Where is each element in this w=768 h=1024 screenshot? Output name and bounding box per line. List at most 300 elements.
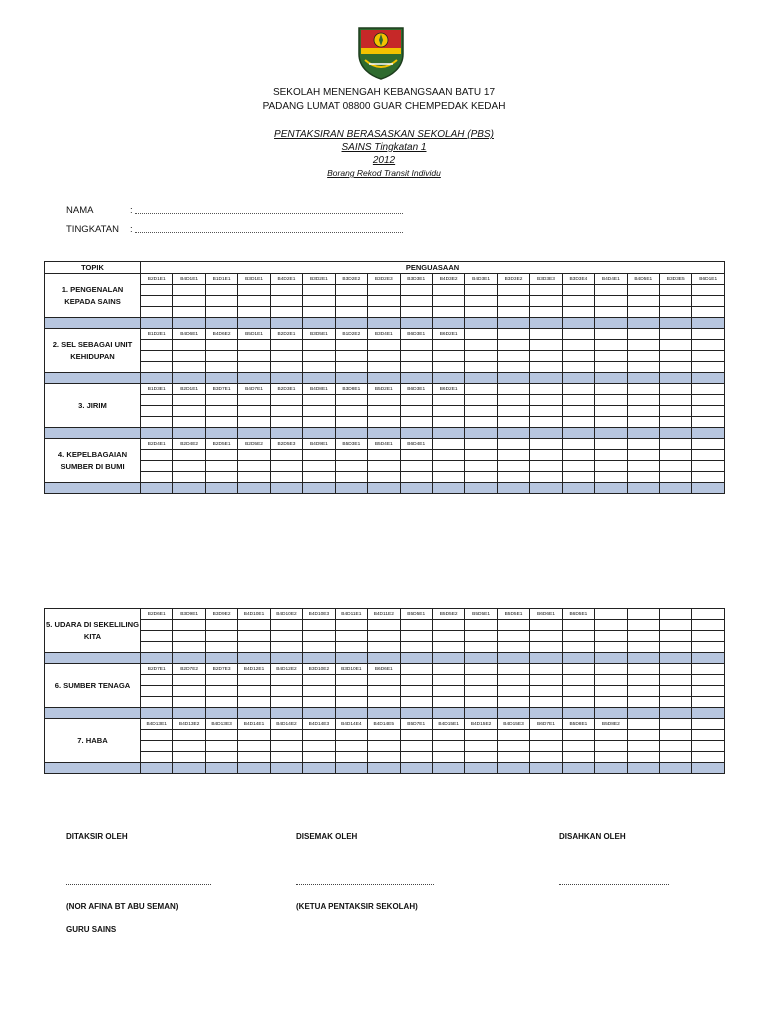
record-cell[interactable] bbox=[432, 642, 464, 653]
record-cell[interactable] bbox=[627, 285, 659, 296]
record-cell[interactable] bbox=[368, 296, 400, 307]
record-cell[interactable] bbox=[141, 675, 173, 686]
record-cell[interactable] bbox=[497, 362, 529, 373]
record-cell[interactable] bbox=[595, 472, 627, 483]
record-cell[interactable] bbox=[627, 642, 659, 653]
record-cell[interactable] bbox=[335, 296, 367, 307]
record-cell[interactable] bbox=[303, 296, 335, 307]
record-cell[interactable] bbox=[595, 329, 627, 340]
record-cell[interactable] bbox=[497, 686, 529, 697]
record-cell[interactable] bbox=[335, 631, 367, 642]
record-cell[interactable] bbox=[141, 351, 173, 362]
record-cell[interactable] bbox=[205, 285, 237, 296]
record-cell[interactable] bbox=[141, 296, 173, 307]
record-cell[interactable] bbox=[562, 752, 594, 763]
record-cell[interactable] bbox=[692, 719, 725, 730]
record-cell[interactable] bbox=[692, 340, 725, 351]
record-cell[interactable] bbox=[303, 686, 335, 697]
record-cell[interactable] bbox=[238, 697, 270, 708]
record-cell[interactable] bbox=[205, 675, 237, 686]
record-cell[interactable] bbox=[562, 406, 594, 417]
record-cell[interactable] bbox=[335, 642, 367, 653]
record-cell[interactable] bbox=[562, 417, 594, 428]
record-cell[interactable] bbox=[173, 697, 205, 708]
record-cell[interactable] bbox=[270, 752, 302, 763]
record-cell[interactable] bbox=[303, 351, 335, 362]
record-cell[interactable] bbox=[368, 620, 400, 631]
record-cell[interactable] bbox=[205, 620, 237, 631]
record-cell[interactable] bbox=[530, 752, 562, 763]
record-cell[interactable] bbox=[335, 285, 367, 296]
record-cell[interactable] bbox=[270, 450, 302, 461]
record-cell[interactable] bbox=[530, 351, 562, 362]
record-cell[interactable] bbox=[205, 362, 237, 373]
record-cell[interactable] bbox=[627, 395, 659, 406]
record-cell[interactable] bbox=[400, 620, 432, 631]
record-cell[interactable] bbox=[627, 719, 659, 730]
record-cell[interactable] bbox=[205, 730, 237, 741]
record-cell[interactable] bbox=[303, 461, 335, 472]
record-cell[interactable] bbox=[562, 384, 594, 395]
record-cell[interactable] bbox=[562, 450, 594, 461]
record-cell[interactable] bbox=[238, 417, 270, 428]
record-cell[interactable] bbox=[368, 395, 400, 406]
record-cell[interactable] bbox=[205, 741, 237, 752]
record-cell[interactable] bbox=[562, 329, 594, 340]
record-cell[interactable] bbox=[465, 329, 497, 340]
record-cell[interactable] bbox=[368, 472, 400, 483]
record-cell[interactable] bbox=[595, 406, 627, 417]
record-cell[interactable] bbox=[497, 395, 529, 406]
record-cell[interactable] bbox=[173, 450, 205, 461]
record-cell[interactable] bbox=[530, 384, 562, 395]
record-cell[interactable] bbox=[692, 686, 725, 697]
record-cell[interactable] bbox=[335, 461, 367, 472]
record-cell[interactable] bbox=[660, 620, 692, 631]
record-cell[interactable] bbox=[660, 697, 692, 708]
record-cell[interactable] bbox=[141, 730, 173, 741]
record-cell[interactable] bbox=[173, 642, 205, 653]
record-cell[interactable] bbox=[432, 730, 464, 741]
record-cell[interactable] bbox=[660, 609, 692, 620]
record-cell[interactable] bbox=[238, 642, 270, 653]
record-cell[interactable] bbox=[335, 620, 367, 631]
record-cell[interactable] bbox=[627, 439, 659, 450]
record-cell[interactable] bbox=[660, 296, 692, 307]
record-cell[interactable] bbox=[595, 384, 627, 395]
record-cell[interactable] bbox=[627, 340, 659, 351]
record-cell[interactable] bbox=[238, 730, 270, 741]
record-cell[interactable] bbox=[595, 307, 627, 318]
record-cell[interactable] bbox=[270, 307, 302, 318]
record-cell[interactable] bbox=[627, 450, 659, 461]
record-cell[interactable] bbox=[465, 752, 497, 763]
record-cell[interactable] bbox=[238, 307, 270, 318]
record-cell[interactable] bbox=[432, 620, 464, 631]
record-cell[interactable] bbox=[400, 351, 432, 362]
record-cell[interactable] bbox=[335, 395, 367, 406]
record-cell[interactable] bbox=[465, 741, 497, 752]
record-cell[interactable] bbox=[335, 697, 367, 708]
record-cell[interactable] bbox=[141, 362, 173, 373]
record-cell[interactable] bbox=[270, 395, 302, 406]
record-cell[interactable] bbox=[303, 472, 335, 483]
record-cell[interactable] bbox=[173, 472, 205, 483]
record-cell[interactable] bbox=[595, 296, 627, 307]
record-cell[interactable] bbox=[303, 631, 335, 642]
name-field[interactable] bbox=[135, 213, 403, 214]
record-cell[interactable] bbox=[595, 609, 627, 620]
record-cell[interactable] bbox=[497, 450, 529, 461]
record-cell[interactable] bbox=[368, 631, 400, 642]
record-cell[interactable] bbox=[400, 631, 432, 642]
record-cell[interactable] bbox=[432, 697, 464, 708]
record-cell[interactable] bbox=[530, 620, 562, 631]
record-cell[interactable] bbox=[205, 461, 237, 472]
record-cell[interactable] bbox=[303, 450, 335, 461]
record-cell[interactable] bbox=[173, 296, 205, 307]
record-cell[interactable] bbox=[465, 697, 497, 708]
record-cell[interactable] bbox=[660, 417, 692, 428]
record-cell[interactable] bbox=[660, 406, 692, 417]
record-cell[interactable] bbox=[368, 406, 400, 417]
record-cell[interactable] bbox=[595, 351, 627, 362]
record-cell[interactable] bbox=[660, 642, 692, 653]
record-cell[interactable] bbox=[562, 340, 594, 351]
record-cell[interactable] bbox=[692, 609, 725, 620]
record-cell[interactable] bbox=[627, 362, 659, 373]
record-cell[interactable] bbox=[270, 741, 302, 752]
record-cell[interactable] bbox=[270, 631, 302, 642]
assessor-signature-line[interactable] bbox=[66, 884, 211, 885]
record-cell[interactable] bbox=[432, 675, 464, 686]
record-cell[interactable] bbox=[530, 417, 562, 428]
record-cell[interactable] bbox=[368, 697, 400, 708]
record-cell[interactable] bbox=[595, 620, 627, 631]
record-cell[interactable] bbox=[627, 664, 659, 675]
record-cell[interactable] bbox=[303, 417, 335, 428]
record-cell[interactable] bbox=[238, 406, 270, 417]
record-cell[interactable] bbox=[497, 296, 529, 307]
record-cell[interactable] bbox=[205, 697, 237, 708]
record-cell[interactable] bbox=[173, 730, 205, 741]
record-cell[interactable] bbox=[692, 741, 725, 752]
record-cell[interactable] bbox=[595, 741, 627, 752]
record-cell[interactable] bbox=[660, 307, 692, 318]
record-cell[interactable] bbox=[238, 741, 270, 752]
record-cell[interactable] bbox=[595, 752, 627, 763]
record-cell[interactable] bbox=[660, 719, 692, 730]
record-cell[interactable] bbox=[530, 406, 562, 417]
record-cell[interactable] bbox=[627, 752, 659, 763]
record-cell[interactable] bbox=[692, 285, 725, 296]
record-cell[interactable] bbox=[173, 285, 205, 296]
record-cell[interactable] bbox=[692, 631, 725, 642]
record-cell[interactable] bbox=[335, 752, 367, 763]
record-cell[interactable] bbox=[141, 620, 173, 631]
record-cell[interactable] bbox=[465, 642, 497, 653]
record-cell[interactable] bbox=[627, 406, 659, 417]
record-cell[interactable] bbox=[368, 450, 400, 461]
record-cell[interactable] bbox=[627, 296, 659, 307]
record-cell[interactable] bbox=[270, 417, 302, 428]
record-cell[interactable] bbox=[205, 395, 237, 406]
record-cell[interactable] bbox=[400, 417, 432, 428]
record-cell[interactable] bbox=[270, 697, 302, 708]
record-cell[interactable] bbox=[562, 697, 594, 708]
class-field[interactable] bbox=[135, 232, 403, 233]
record-cell[interactable] bbox=[335, 340, 367, 351]
record-cell[interactable] bbox=[530, 472, 562, 483]
record-cell[interactable] bbox=[270, 296, 302, 307]
record-cell[interactable] bbox=[335, 472, 367, 483]
record-cell[interactable] bbox=[497, 329, 529, 340]
record-cell[interactable] bbox=[627, 675, 659, 686]
record-cell[interactable] bbox=[270, 362, 302, 373]
record-cell[interactable] bbox=[303, 730, 335, 741]
record-cell[interactable] bbox=[627, 631, 659, 642]
record-cell[interactable] bbox=[660, 395, 692, 406]
record-cell[interactable] bbox=[400, 285, 432, 296]
record-cell[interactable] bbox=[432, 406, 464, 417]
record-cell[interactable] bbox=[465, 620, 497, 631]
record-cell[interactable] bbox=[660, 631, 692, 642]
record-cell[interactable] bbox=[400, 675, 432, 686]
record-cell[interactable] bbox=[497, 417, 529, 428]
record-cell[interactable] bbox=[562, 664, 594, 675]
record-cell[interactable] bbox=[141, 631, 173, 642]
record-cell[interactable] bbox=[627, 461, 659, 472]
record-cell[interactable] bbox=[400, 472, 432, 483]
record-cell[interactable] bbox=[303, 620, 335, 631]
record-cell[interactable] bbox=[205, 752, 237, 763]
record-cell[interactable] bbox=[270, 351, 302, 362]
record-cell[interactable] bbox=[400, 752, 432, 763]
record-cell[interactable] bbox=[595, 730, 627, 741]
record-cell[interactable] bbox=[465, 351, 497, 362]
record-cell[interactable] bbox=[530, 686, 562, 697]
record-cell[interactable] bbox=[465, 472, 497, 483]
record-cell[interactable] bbox=[562, 439, 594, 450]
record-cell[interactable] bbox=[530, 329, 562, 340]
record-cell[interactable] bbox=[530, 439, 562, 450]
record-cell[interactable] bbox=[238, 362, 270, 373]
record-cell[interactable] bbox=[205, 417, 237, 428]
record-cell[interactable] bbox=[530, 395, 562, 406]
record-cell[interactable] bbox=[595, 395, 627, 406]
record-cell[interactable] bbox=[238, 620, 270, 631]
record-cell[interactable] bbox=[432, 472, 464, 483]
record-cell[interactable] bbox=[205, 340, 237, 351]
record-cell[interactable] bbox=[660, 675, 692, 686]
record-cell[interactable] bbox=[238, 631, 270, 642]
record-cell[interactable] bbox=[497, 675, 529, 686]
record-cell[interactable] bbox=[335, 450, 367, 461]
record-cell[interactable] bbox=[497, 384, 529, 395]
record-cell[interactable] bbox=[692, 406, 725, 417]
record-cell[interactable] bbox=[497, 406, 529, 417]
record-cell[interactable] bbox=[465, 340, 497, 351]
record-cell[interactable] bbox=[368, 417, 400, 428]
record-cell[interactable] bbox=[335, 686, 367, 697]
record-cell[interactable] bbox=[303, 675, 335, 686]
record-cell[interactable] bbox=[335, 307, 367, 318]
record-cell[interactable] bbox=[530, 642, 562, 653]
record-cell[interactable] bbox=[432, 741, 464, 752]
record-cell[interactable] bbox=[368, 752, 400, 763]
record-cell[interactable] bbox=[465, 406, 497, 417]
record-cell[interactable] bbox=[173, 752, 205, 763]
record-cell[interactable] bbox=[692, 439, 725, 450]
record-cell[interactable] bbox=[205, 642, 237, 653]
record-cell[interactable] bbox=[562, 741, 594, 752]
record-cell[interactable] bbox=[497, 620, 529, 631]
record-cell[interactable] bbox=[660, 472, 692, 483]
record-cell[interactable] bbox=[660, 450, 692, 461]
record-cell[interactable] bbox=[400, 642, 432, 653]
record-cell[interactable] bbox=[465, 675, 497, 686]
record-cell[interactable] bbox=[400, 296, 432, 307]
record-cell[interactable] bbox=[562, 642, 594, 653]
record-cell[interactable] bbox=[141, 697, 173, 708]
record-cell[interactable] bbox=[270, 642, 302, 653]
record-cell[interactable] bbox=[530, 697, 562, 708]
record-cell[interactable] bbox=[432, 307, 464, 318]
record-cell[interactable] bbox=[303, 741, 335, 752]
record-cell[interactable] bbox=[660, 340, 692, 351]
record-cell[interactable] bbox=[692, 329, 725, 340]
record-cell[interactable] bbox=[173, 351, 205, 362]
record-cell[interactable] bbox=[595, 631, 627, 642]
record-cell[interactable] bbox=[270, 730, 302, 741]
record-cell[interactable] bbox=[238, 351, 270, 362]
record-cell[interactable] bbox=[660, 664, 692, 675]
record-cell[interactable] bbox=[627, 329, 659, 340]
record-cell[interactable] bbox=[660, 351, 692, 362]
record-cell[interactable] bbox=[238, 296, 270, 307]
record-cell[interactable] bbox=[368, 686, 400, 697]
record-cell[interactable] bbox=[368, 362, 400, 373]
record-cell[interactable] bbox=[692, 752, 725, 763]
record-cell[interactable] bbox=[205, 351, 237, 362]
record-cell[interactable] bbox=[141, 395, 173, 406]
record-cell[interactable] bbox=[595, 664, 627, 675]
record-cell[interactable] bbox=[270, 620, 302, 631]
record-cell[interactable] bbox=[497, 697, 529, 708]
record-cell[interactable] bbox=[400, 362, 432, 373]
record-cell[interactable] bbox=[530, 296, 562, 307]
record-cell[interactable] bbox=[595, 417, 627, 428]
record-cell[interactable] bbox=[627, 351, 659, 362]
record-cell[interactable] bbox=[497, 351, 529, 362]
record-cell[interactable] bbox=[141, 307, 173, 318]
record-cell[interactable] bbox=[660, 285, 692, 296]
record-cell[interactable] bbox=[368, 307, 400, 318]
record-cell[interactable] bbox=[497, 439, 529, 450]
record-cell[interactable] bbox=[368, 675, 400, 686]
record-cell[interactable] bbox=[465, 395, 497, 406]
record-cell[interactable] bbox=[497, 730, 529, 741]
record-cell[interactable] bbox=[530, 461, 562, 472]
record-cell[interactable] bbox=[465, 664, 497, 675]
record-cell[interactable] bbox=[432, 450, 464, 461]
record-cell[interactable] bbox=[497, 642, 529, 653]
record-cell[interactable] bbox=[173, 395, 205, 406]
record-cell[interactable] bbox=[692, 417, 725, 428]
record-cell[interactable] bbox=[562, 395, 594, 406]
record-cell[interactable] bbox=[303, 395, 335, 406]
record-cell[interactable] bbox=[660, 686, 692, 697]
record-cell[interactable] bbox=[432, 439, 464, 450]
record-cell[interactable] bbox=[465, 686, 497, 697]
record-cell[interactable] bbox=[660, 329, 692, 340]
record-cell[interactable] bbox=[465, 362, 497, 373]
record-cell[interactable] bbox=[432, 340, 464, 351]
checker-signature-line[interactable] bbox=[296, 884, 434, 885]
record-cell[interactable] bbox=[497, 285, 529, 296]
record-cell[interactable] bbox=[270, 461, 302, 472]
record-cell[interactable] bbox=[432, 664, 464, 675]
record-cell[interactable] bbox=[432, 752, 464, 763]
record-cell[interactable] bbox=[530, 307, 562, 318]
record-cell[interactable] bbox=[368, 730, 400, 741]
record-cell[interactable] bbox=[627, 307, 659, 318]
record-cell[interactable] bbox=[627, 697, 659, 708]
record-cell[interactable] bbox=[465, 450, 497, 461]
record-cell[interactable] bbox=[432, 417, 464, 428]
record-cell[interactable] bbox=[497, 461, 529, 472]
record-cell[interactable] bbox=[692, 461, 725, 472]
record-cell[interactable] bbox=[432, 362, 464, 373]
record-cell[interactable] bbox=[530, 631, 562, 642]
record-cell[interactable] bbox=[595, 686, 627, 697]
record-cell[interactable] bbox=[173, 461, 205, 472]
record-cell[interactable] bbox=[497, 664, 529, 675]
record-cell[interactable] bbox=[562, 730, 594, 741]
record-cell[interactable] bbox=[595, 340, 627, 351]
record-cell[interactable] bbox=[335, 406, 367, 417]
record-cell[interactable] bbox=[562, 307, 594, 318]
record-cell[interactable] bbox=[692, 351, 725, 362]
record-cell[interactable] bbox=[627, 384, 659, 395]
record-cell[interactable] bbox=[432, 686, 464, 697]
record-cell[interactable] bbox=[368, 741, 400, 752]
record-cell[interactable] bbox=[562, 620, 594, 631]
record-cell[interactable] bbox=[497, 752, 529, 763]
record-cell[interactable] bbox=[141, 340, 173, 351]
record-cell[interactable] bbox=[141, 450, 173, 461]
record-cell[interactable] bbox=[238, 461, 270, 472]
record-cell[interactable] bbox=[432, 461, 464, 472]
record-cell[interactable] bbox=[562, 362, 594, 373]
record-cell[interactable] bbox=[497, 307, 529, 318]
record-cell[interactable] bbox=[205, 631, 237, 642]
record-cell[interactable] bbox=[335, 362, 367, 373]
record-cell[interactable] bbox=[562, 296, 594, 307]
record-cell[interactable] bbox=[335, 417, 367, 428]
record-cell[interactable] bbox=[400, 340, 432, 351]
record-cell[interactable] bbox=[497, 631, 529, 642]
record-cell[interactable] bbox=[595, 697, 627, 708]
record-cell[interactable] bbox=[432, 395, 464, 406]
record-cell[interactable] bbox=[692, 730, 725, 741]
record-cell[interactable] bbox=[660, 730, 692, 741]
record-cell[interactable] bbox=[400, 697, 432, 708]
record-cell[interactable] bbox=[141, 472, 173, 483]
record-cell[interactable] bbox=[368, 285, 400, 296]
record-cell[interactable] bbox=[400, 406, 432, 417]
record-cell[interactable] bbox=[692, 620, 725, 631]
